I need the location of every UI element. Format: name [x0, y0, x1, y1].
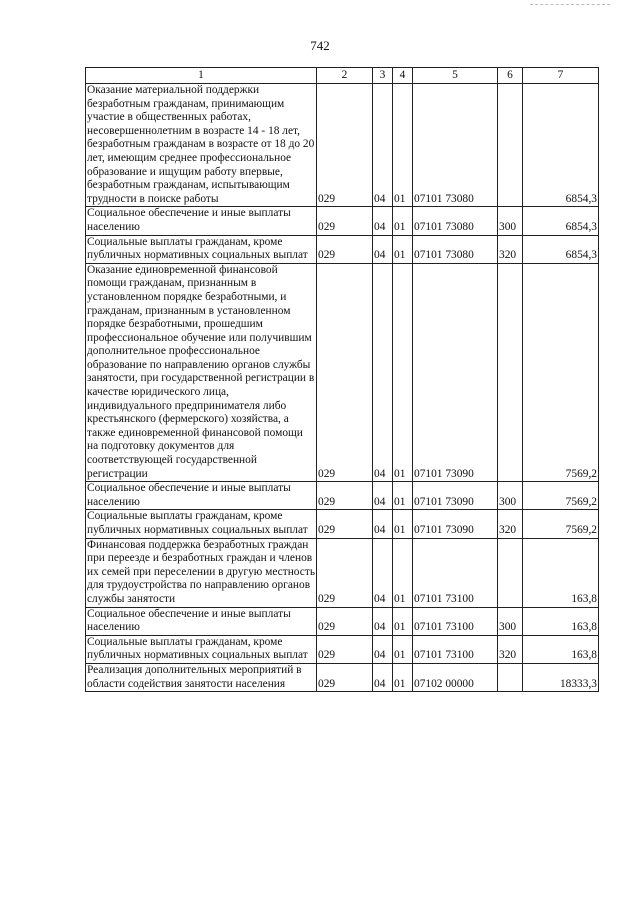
amount-value: 163,8 [523, 607, 599, 635]
ministry-code: 029 [317, 235, 373, 263]
row-description: Социальные выплаты гражданам, кроме публичных нормативных социальных выплат [86, 510, 317, 538]
table-row [86, 482, 599, 510]
section-code: 04 [373, 510, 393, 538]
amount-value: 6854,3 [523, 235, 599, 263]
column-header: 2 [317, 68, 373, 84]
target-article-code: 07101 73090 [413, 510, 498, 538]
expense-type-code [498, 538, 523, 607]
row-description: Реализация дополнительных мероприятий в области содействия занятости населения [86, 663, 317, 691]
row-description: Финансовая поддержка безработных граждан при переезде и безработных граждан и членов их семей при переселении в другую местность для трудоустройства по направлению органов службы занятости [86, 538, 317, 607]
row-description: Социальное обеспечение и иные выплаты населению [86, 482, 317, 510]
ministry-code: 029 [317, 263, 373, 482]
section-code: 04 [373, 235, 393, 263]
column-header: 3 [373, 68, 393, 84]
ministry-code: 029 [317, 84, 373, 207]
row-description: Оказание материальной поддержки безработным гражданам, принимающим участие в общественных работах, несовершеннолетним в возрасте 14 - 18 лет, безработным гражданам в возрасте от 18 до 20 лет, имеющим среднее профессиональное образование и ищущим работу впервые, безработным гражданам, испытывающим трудности в поиске работы [86, 84, 317, 207]
ministry-code: 029 [317, 482, 373, 510]
amount-value: 18333,3 [523, 663, 599, 691]
section-code: 04 [373, 84, 393, 207]
budget-table [85, 67, 599, 692]
subsection-code: 01 [393, 635, 413, 663]
section-code: 04 [373, 207, 393, 235]
column-header: 6 [498, 68, 523, 84]
subsection-code: 01 [393, 538, 413, 607]
subsection-code: 01 [393, 663, 413, 691]
table-header-row [86, 68, 599, 84]
table-row [86, 84, 599, 207]
row-description: Социальное обеспечение и иные выплаты населению [86, 207, 317, 235]
amount-value: 163,8 [523, 635, 599, 663]
ministry-code: 029 [317, 207, 373, 235]
target-article-code: 07101 73100 [413, 607, 498, 635]
subsection-code: 01 [393, 207, 413, 235]
table-row [86, 663, 599, 691]
section-code: 04 [373, 482, 393, 510]
target-article-code: 07101 73100 [413, 635, 498, 663]
target-article-code: 07101 73090 [413, 482, 498, 510]
ministry-code: 029 [317, 607, 373, 635]
expense-type-code [498, 84, 523, 207]
amount-value: 7569,2 [523, 510, 599, 538]
table-row [86, 510, 599, 538]
subsection-code: 01 [393, 510, 413, 538]
section-code: 04 [373, 635, 393, 663]
row-description: Оказание единовременной финансовой помощи гражданам, признанным в установленном порядке безработными, и гражданам, признанным в установленном порядке безработными, прошедшим профессиональное обучение или получившим дополнительное профессиональное образование по направлению органов службы занятости, при государственной регистрации в качестве юридического лица, индивидуального предпринимателя либо крестьянского (фермерского) хозяйства, а также единовременной финансовой помощи на подготовку документов для соответствующей государственной регистрации [86, 263, 317, 482]
amount-value: 6854,3 [523, 84, 599, 207]
ministry-code: 029 [317, 663, 373, 691]
section-code: 04 [373, 607, 393, 635]
target-article-code: 07101 73090 [413, 263, 498, 482]
table-body [86, 84, 599, 692]
page-number: 742 [310, 38, 330, 53]
table-row [86, 635, 599, 663]
scan-artifact [530, 4, 610, 6]
amount-value: 7569,2 [523, 263, 599, 482]
subsection-code: 01 [393, 607, 413, 635]
target-article-code: 07102 00000 [413, 663, 498, 691]
expense-type-code [498, 663, 523, 691]
target-article-code: 07101 73080 [413, 207, 498, 235]
amount-value: 6854,3 [523, 207, 599, 235]
table-row [86, 263, 599, 482]
amount-value: 7569,2 [523, 482, 599, 510]
expense-type-code: 300 [498, 482, 523, 510]
expense-type-code: 300 [498, 607, 523, 635]
table-row [86, 538, 599, 607]
ministry-code: 029 [317, 538, 373, 607]
target-article-code: 07101 73100 [413, 538, 498, 607]
row-description: Социальное обеспечение и иные выплаты населению [86, 607, 317, 635]
subsection-code: 01 [393, 482, 413, 510]
amount-value: 163,8 [523, 538, 599, 607]
column-header: 5 [413, 68, 498, 84]
row-description: Социальные выплаты гражданам, кроме публичных нормативных социальных выплат [86, 235, 317, 263]
ministry-code: 029 [317, 510, 373, 538]
section-code: 04 [373, 538, 393, 607]
column-header: 1 [86, 68, 317, 84]
ministry-code: 029 [317, 635, 373, 663]
table-row [86, 607, 599, 635]
table-row [86, 235, 599, 263]
section-code: 04 [373, 663, 393, 691]
expense-type-code: 320 [498, 235, 523, 263]
row-description: Социальные выплаты гражданам, кроме публичных нормативных социальных выплат [86, 635, 317, 663]
target-article-code: 07101 73080 [413, 84, 498, 207]
subsection-code: 01 [393, 235, 413, 263]
table-row [86, 207, 599, 235]
target-article-code: 07101 73080 [413, 235, 498, 263]
column-header: 4 [393, 68, 413, 84]
expense-type-code [498, 263, 523, 482]
subsection-code: 01 [393, 84, 413, 207]
column-header: 7 [523, 68, 599, 84]
expense-type-code: 300 [498, 207, 523, 235]
expense-type-code: 320 [498, 510, 523, 538]
subsection-code: 01 [393, 263, 413, 482]
expense-type-code: 320 [498, 635, 523, 663]
section-code: 04 [373, 263, 393, 482]
